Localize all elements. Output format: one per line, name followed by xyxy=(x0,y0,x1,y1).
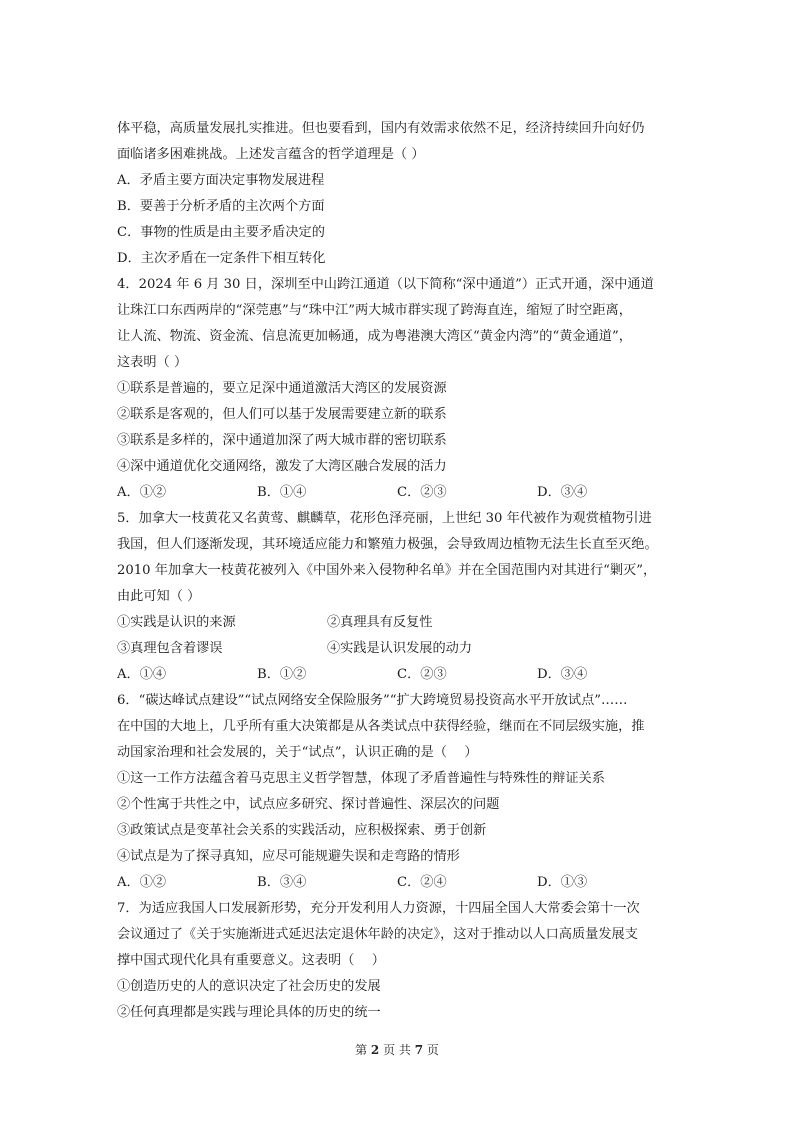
page-number: 2 xyxy=(370,1043,380,1057)
text-line: 面临诸多困难挑战。上述发言蕴含的哲学道理是（ ） xyxy=(117,147,425,162)
text-line: 动国家治理和社会发展的，关于“试点”，认识正确的是（ ） xyxy=(117,745,478,760)
statement-row xyxy=(117,636,677,662)
text-line: 让珠江口东西两岸的“深莞惠”与“珠中江”两大城市群实现了跨海直连，缩短了时空距离， xyxy=(117,303,632,318)
footer-suffix: 页 xyxy=(423,1043,439,1057)
text-line: 这表明（ ） xyxy=(117,355,188,370)
text-line: 让人流、物流、资金流、信息流更加畅通，成为粤港澳大湾区“黄金内湾”的“黄金通道”， xyxy=(117,329,632,344)
question-4 xyxy=(117,272,677,506)
option-b: B．①② xyxy=(257,667,307,682)
statement-row xyxy=(117,610,677,636)
statement: ④试点是为了探寻真知，应尽可能规避失误和走弯路的情形 xyxy=(117,849,460,864)
statement: ①实践是认识的来源 xyxy=(117,615,236,630)
statement: ③真理包含着谬误 xyxy=(117,641,223,656)
text-line: 2010 年加拿大一枝黄花被列入《中国外来入侵物种名单》并在全国范围内对其进行“剿灭”， xyxy=(117,563,657,578)
option-c: C．②③ xyxy=(397,485,447,500)
option-c: C．②③ xyxy=(397,667,447,682)
statement: ④实践是认识发展的动力 xyxy=(327,641,473,656)
statement: ②真理具有反复性 xyxy=(327,615,433,630)
question-6 xyxy=(117,688,677,896)
footer-middle: 页 共 xyxy=(379,1043,415,1057)
text-line: 在中国的大地上，几乎所有重大决策都是从各类试点中获得经验，继而在不同层级实施，推 xyxy=(117,719,645,734)
question-5 xyxy=(117,506,677,688)
footer-prefix: 第 xyxy=(355,1043,371,1057)
statement: ③联系是多样的，深中通道加深了两大城市群的密切联系 xyxy=(117,433,447,448)
option-b: B．要善于分析矛盾的主次两个方面 xyxy=(117,199,325,214)
statement: ①这一工作方法蕴含着马克思主义哲学智慧，体现了矛盾普遍性与特殊性的辩证关系 xyxy=(117,771,605,786)
option-a: A．①④ xyxy=(117,667,167,682)
page-footer xyxy=(0,1041,794,1058)
option-d: D．③④ xyxy=(537,667,588,682)
text-line: 5．加拿大一枝黄花又名黄莺、麒麟草，花形色泽亮丽，上世纪 30 年代被作为观赏植物引进 xyxy=(117,511,652,526)
text-line: 体平稳，高质量发展扎实推进。但也要看到，国内有效需求依然不足，经济持续回升向好仍 xyxy=(117,121,645,136)
statement: ①联系是普遍的，要立足深中通道激活大湾区的发展资源 xyxy=(117,381,447,396)
option-a: A．①② xyxy=(117,875,167,890)
option-d: D．①③ xyxy=(537,875,588,890)
text-line: 6．“碳达峰试点建设”“试点网络安全保险服务”“扩大跨境贸易投资高水平开放试点”…… xyxy=(117,693,628,708)
option-a: A．矛盾主要方面决定事物发展进程 xyxy=(117,173,325,188)
answer-options xyxy=(117,870,677,896)
answer-options xyxy=(117,662,677,688)
statement: ②任何真理都是实践与理论具体的历史的统一 xyxy=(117,1005,381,1020)
text-line: 我国，但人们逐渐发现，其环境适应能力和繁殖力极强，会导致周边植物无法生长直至灭绝。 xyxy=(117,537,658,552)
option-c: C．事物的性质是由主要矛盾决定的 xyxy=(117,225,325,240)
statement: ④深中通道优化交通网络，激发了大湾区融合发展的活力 xyxy=(117,459,447,474)
statement: ②联系是客观的，但人们可以基于发展需要建立新的联系 xyxy=(117,407,447,422)
question-7 xyxy=(117,896,677,1026)
total-pages: 7 xyxy=(414,1043,424,1057)
option-d: D．主次矛盾在一定条件下相互转化 xyxy=(117,251,326,266)
statement: ①创造历史的人的意识决定了社会历史的发展 xyxy=(117,979,381,994)
text-line: 7．为适应我国人口发展新形势，充分开发利用人力资源，十四届全国人大常委会第十一次 xyxy=(117,901,640,916)
question-3-continued xyxy=(117,116,677,272)
answer-options xyxy=(117,480,677,506)
text-line: 会议通过了《关于实施渐进式延迟法定退休年龄的决定》，这对于推动以人口高质量发展支 xyxy=(117,927,638,942)
option-c: C．②④ xyxy=(397,875,447,890)
text-line: 4．2024 年 6 月 30 日，深圳至中山跨江通道（以下简称“深中通道”）正式开通，深中通道 xyxy=(117,277,654,292)
text-line: 撑中国式现代化具有重要意义。这表明（ ） xyxy=(117,953,385,968)
text-line: 由此可知（ ） xyxy=(117,589,201,604)
statement: ②个性寓于共性之中，试点应多研究、探讨普遍性、深层次的问题 xyxy=(117,797,500,812)
option-b: B．①④ xyxy=(257,485,307,500)
option-b: B．③④ xyxy=(257,875,307,890)
page-content xyxy=(117,116,677,1026)
option-a: A．①② xyxy=(117,485,167,500)
statement: ③政策试点是变革社会关系的实践活动，应积极探索、勇于创新 xyxy=(117,823,487,838)
option-d: D．③④ xyxy=(537,485,588,500)
